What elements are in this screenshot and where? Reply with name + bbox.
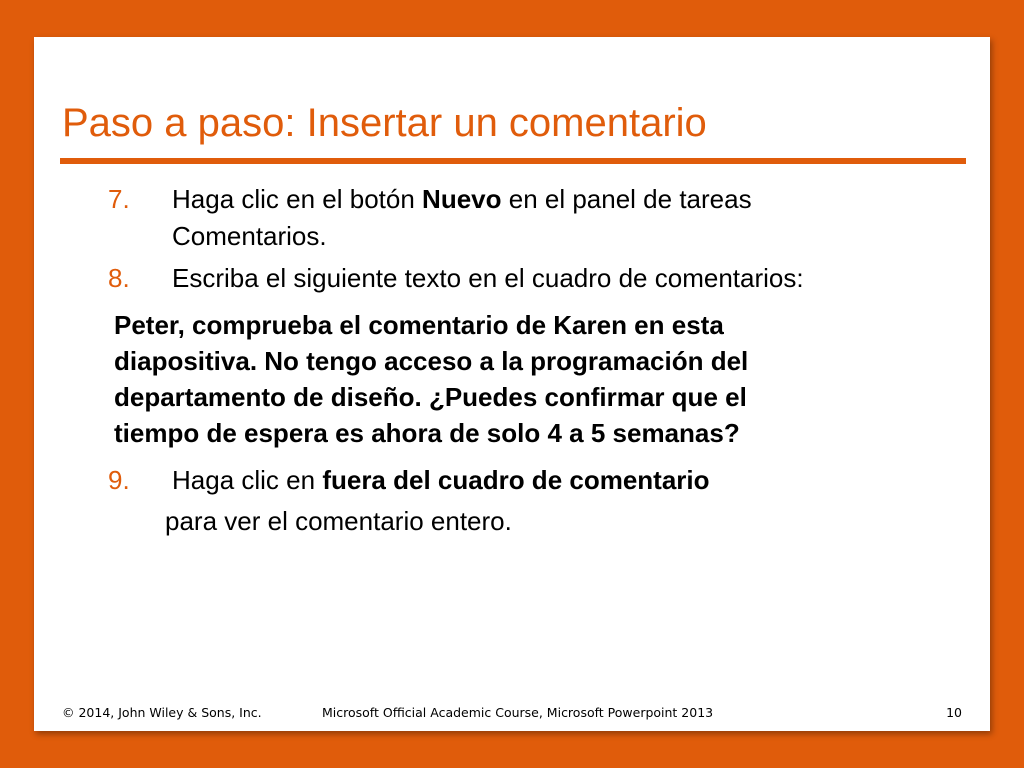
footer-copyright: © 2014, John Wiley & Sons, Inc. [62, 705, 262, 720]
step-7-text-pre: Haga clic en el botón [172, 184, 423, 214]
comment-text-line-1: Peter, comprueba el comentario de Karen en esta [114, 310, 724, 340]
step-9-number: 9. [108, 465, 130, 495]
step-9-text-bold: fuera del cuadro de comentario [322, 465, 710, 495]
step-9-line-2: para ver el comentario entero. [165, 506, 512, 536]
title-underline [60, 158, 966, 164]
footer-page-number: 10 [946, 705, 962, 720]
step-7-text-post: en el panel de tareas [501, 184, 752, 214]
step-8-line-1: Escriba el siguiente texto en el cuadro de comentarios: [172, 263, 804, 293]
slide [34, 37, 990, 731]
step-7-text-bold: Nuevo [422, 184, 502, 214]
comment-text-line-3: departamento de diseño. ¿Puedes confirmar que el [114, 382, 747, 412]
footer-course: Microsoft Official Academic Course, Microsoft Powerpoint 2013 [322, 705, 714, 720]
comment-text-line-2: diapositiva. No tengo acceso a la programación del [114, 346, 749, 376]
step-7-line-1 [172, 182, 752, 216]
step-9-text-pre: Haga clic en [172, 465, 323, 495]
step-8-number: 8. [108, 263, 130, 293]
step-7-number: 7. [108, 184, 130, 214]
step-7-line-2: Comentarios. [172, 221, 327, 251]
comment-text-line-4: tiempo de espera es ahora de solo 4 a 5 semanas? [114, 418, 740, 448]
slide-title: Paso a paso: Insertar un comentario [62, 101, 707, 145]
step-9-line-1 [172, 463, 710, 497]
